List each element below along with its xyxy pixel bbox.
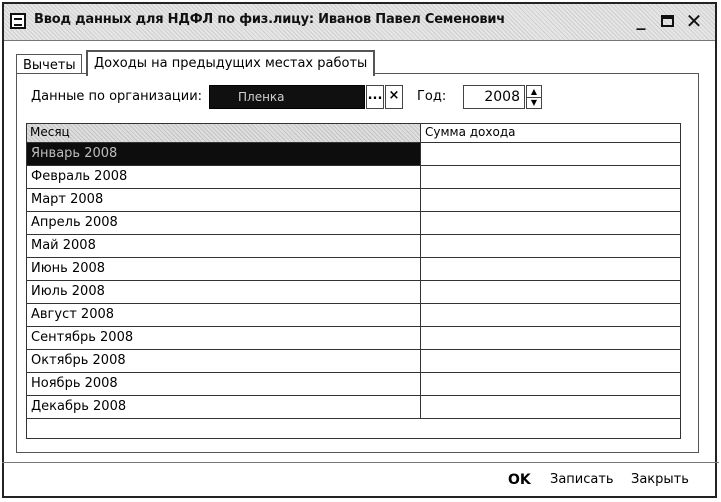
org-clear-button[interactable]: × — [385, 85, 403, 109]
maximize-icon — [661, 15, 674, 27]
org-select-button[interactable]: ... — [366, 85, 384, 109]
table-row[interactable] — [27, 350, 680, 373]
table-row[interactable] — [27, 258, 680, 281]
income-table[interactable] — [26, 123, 681, 439]
org-label: Данные по организации: — [31, 89, 203, 104]
cell-month[interactable]: Июнь 2008 — [27, 258, 421, 280]
spin-up-icon[interactable]: ▲ — [527, 86, 541, 98]
cell-month[interactable]: Октябрь 2008 — [27, 350, 421, 372]
title-bar[interactable] — [4, 4, 715, 41]
ok-button[interactable]: OK — [508, 472, 531, 488]
cell-month[interactable]: Ноябрь 2008 — [27, 373, 421, 395]
close-button[interactable]: Закрыть — [631, 472, 689, 487]
window-title: Ввод данных для НДФЛ по физ.лицу: Иванов Павел Семенович — [34, 12, 506, 27]
maximize-button[interactable] — [656, 10, 678, 32]
tab-deductions[interactable]: Вычеты — [16, 54, 82, 74]
cell-month[interactable]: Март 2008 — [27, 189, 421, 211]
year-spinner[interactable] — [526, 85, 542, 109]
cell-month[interactable]: Декабрь 2008 — [27, 396, 421, 418]
cell-sum[interactable] — [422, 166, 680, 188]
table-row[interactable] — [27, 143, 680, 166]
table-row[interactable] — [27, 327, 680, 350]
organization-input[interactable]: Пленка — [209, 85, 365, 109]
tab-previous-income[interactable]: Доходы на предыдущих местах работы — [86, 50, 375, 76]
cell-month[interactable]: Январь 2008 — [27, 143, 421, 165]
cell-sum[interactable] — [422, 373, 680, 395]
year-label: Год: — [417, 89, 447, 104]
cell-sum[interactable] — [422, 189, 680, 211]
cell-sum[interactable] — [422, 212, 680, 234]
table-row[interactable] — [27, 373, 680, 396]
cell-sum[interactable] — [422, 396, 680, 418]
table-row[interactable] — [27, 235, 680, 258]
cell-sum[interactable] — [422, 304, 680, 326]
save-button[interactable]: Записать — [550, 472, 614, 487]
cell-month[interactable]: Май 2008 — [27, 235, 421, 257]
spin-down-icon[interactable]: ▼ — [530, 98, 538, 107]
table-row[interactable] — [27, 212, 680, 235]
app-icon[interactable] — [10, 13, 26, 29]
cell-sum[interactable] — [422, 143, 680, 165]
column-header-sum[interactable]: Сумма дохода — [425, 125, 516, 139]
cell-month[interactable]: Июль 2008 — [27, 281, 421, 303]
cell-month[interactable]: Апрель 2008 — [27, 212, 421, 234]
cell-month[interactable]: Февраль 2008 — [27, 166, 421, 188]
cell-sum[interactable] — [422, 327, 680, 349]
table-row[interactable] — [27, 396, 680, 419]
table-row[interactable] — [27, 281, 680, 304]
cell-sum[interactable] — [422, 235, 680, 257]
minimize-button[interactable]: _ — [636, 10, 646, 31]
year-input[interactable]: 2008 — [463, 85, 525, 109]
cell-sum[interactable] — [422, 281, 680, 303]
close-window-button[interactable]: ✕ — [685, 9, 703, 33]
cell-month[interactable]: Сентябрь 2008 — [27, 327, 421, 349]
table-row[interactable] — [27, 166, 680, 189]
table-header — [27, 124, 680, 143]
table-row[interactable] — [27, 304, 680, 327]
cell-month[interactable]: Август 2008 — [27, 304, 421, 326]
footer-divider — [2, 462, 719, 463]
cell-sum[interactable] — [422, 350, 680, 372]
column-header-month[interactable]: Месяц — [27, 124, 421, 142]
cell-sum[interactable] — [422, 258, 680, 280]
table-row[interactable] — [27, 189, 680, 212]
